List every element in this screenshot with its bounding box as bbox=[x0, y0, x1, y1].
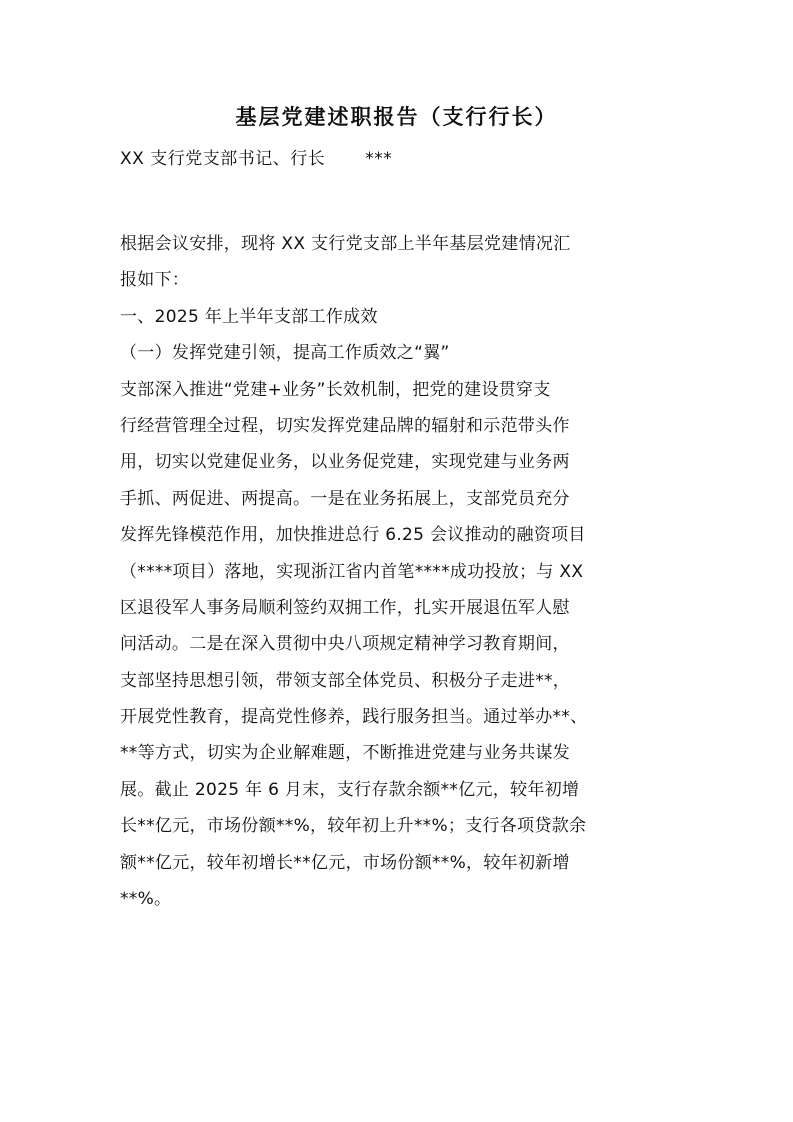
body-line: 长**亿元，市场份额**%，较年初上升**%；支行各项贷款余 bbox=[120, 816, 587, 837]
body-line: 问活动。二是在深入贯彻中央八项规定精神学习教育期间， bbox=[120, 634, 570, 655]
body-line: 支部坚持思想引领，带领支部全体党员、积极分子走进**， bbox=[120, 670, 571, 691]
body-line: 展。截止 2025 年 6 月末，支行存款余额**亿元，较年初增 bbox=[120, 779, 580, 800]
subsection-heading: （一）发挥党建引领，提高工作质效之“翼” bbox=[120, 343, 450, 364]
body-line: （****项目）落地，实现浙江省内首笔****成功投放；与 XX bbox=[120, 561, 584, 582]
body-line: 发挥先锋模范作用，加快推进总行 6.25 会议推动的融资项目 bbox=[120, 525, 586, 546]
body-line: 报如下： bbox=[120, 270, 190, 291]
document-body bbox=[120, 226, 675, 917]
section-heading: 一、2025 年上半年支部工作成效 bbox=[120, 306, 378, 327]
body-line: 区退役军人事务局顺利签约双拥工作，扎实开展退伍军人慰 bbox=[120, 597, 570, 618]
body-line: 额**亿元，较年初增长**亿元，市场份额**%，较年初新增 bbox=[120, 852, 570, 873]
body-line: 根据会议安排，现将 XX 支行党支部上半年基层党建情况汇 bbox=[120, 234, 571, 254]
body-line: 开展党性教育，提高党性修养，践行服务担当。通过举办**、 bbox=[120, 707, 588, 728]
body-line: 支部深入推进“党建+业务”长效机制，把党的建设贯穿支 bbox=[120, 379, 551, 400]
body-line: **%。 bbox=[120, 889, 172, 910]
author-role: XX 支行党支部书记、行长 bbox=[120, 149, 326, 169]
body-line: 用，切实以党建促业务，以业务促党建，实现党建与业务两 bbox=[120, 452, 570, 473]
document-title: 基层党建述职报告（支行行长） bbox=[235, 104, 558, 129]
author-name: *** bbox=[365, 149, 393, 169]
author-line bbox=[120, 145, 392, 173]
body-line: 行经营管理全过程，切实发挥党建品牌的辐射和示范带头作 bbox=[120, 415, 570, 436]
body-line: **等方式，切实为企业解难题，不断推进党建与业务共谋发 bbox=[120, 743, 571, 764]
body-line: 手抓、两促进、两提高。一是在业务拓展上，支部党员充分 bbox=[120, 488, 570, 509]
